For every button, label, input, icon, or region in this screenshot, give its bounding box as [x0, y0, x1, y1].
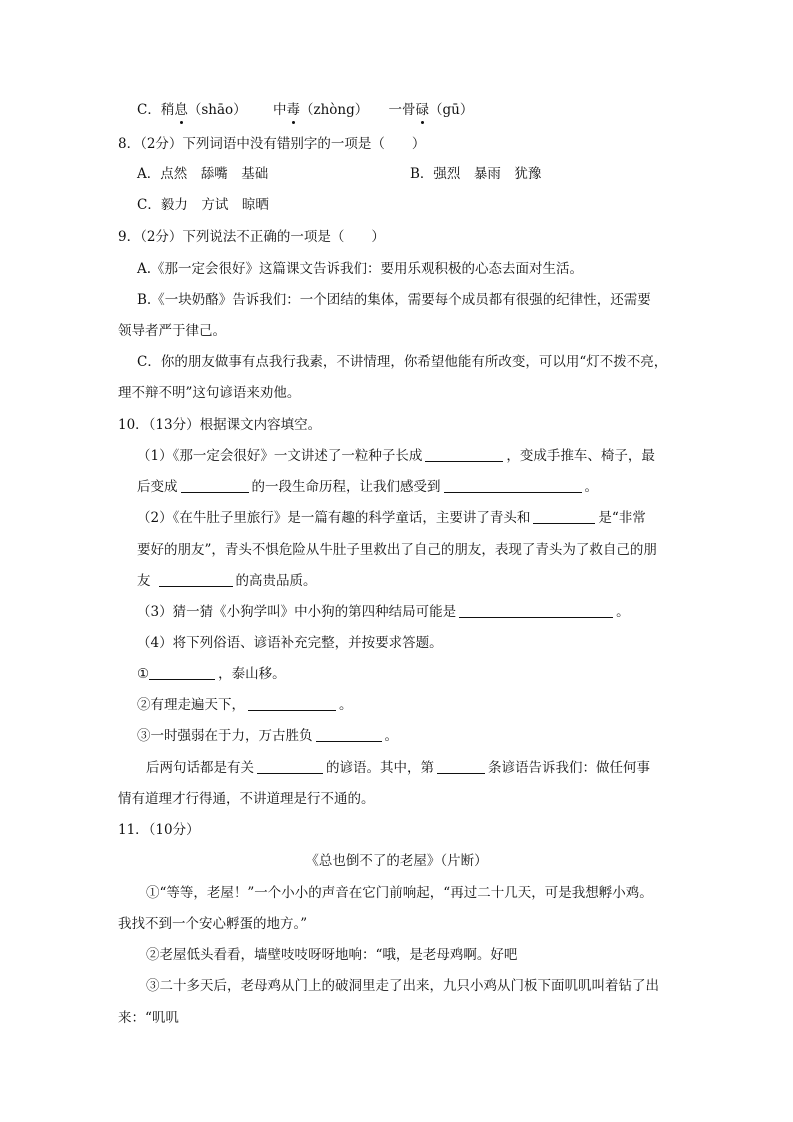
- answer-blank[interactable]: [437, 758, 485, 774]
- passage-para2: ②老屋低头看看，墙壁吱吱呀呀地响：“哦，是老母鸡啊。好吧: [146, 947, 518, 963]
- passage-title: 《总也倒不了的老屋》（片断）: [305, 853, 488, 869]
- q10-saying-3: ③一时强弱在于力，万古胜负 。: [137, 728, 398, 744]
- answer-blank[interactable]: [149, 664, 215, 680]
- q10-part1-line2: 后变成 的一段生命历程，让我们感受到 。: [137, 479, 598, 495]
- q10-summary-line1: 后两句话都是有关 的谚语。其中，第 条谚语告诉我们：做任何事: [146, 760, 650, 776]
- q9-option-a: A.《那一定会很好》这篇课文告诉我们：要用乐观积极的心态去面对生活。: [137, 261, 584, 277]
- option-label: C．: [137, 102, 161, 118]
- q8-option-b: B．强烈 暴雨 犹豫: [410, 166, 542, 182]
- answer-blank[interactable]: [459, 602, 613, 618]
- q10-part2-line1: （2）《在牛肚子里旅行》是一篇有趣的科学童话，主要讲了青头和 是“非常: [137, 510, 646, 526]
- answer-blank[interactable]: [181, 477, 249, 493]
- q8-option-c: C．毅力 方试 晾晒: [137, 197, 269, 213]
- answer-blank[interactable]: [248, 695, 336, 711]
- answer-blank[interactable]: [444, 477, 582, 493]
- q9-option-c-line2: 理不辩不明”这句谚语来劝他。: [118, 385, 301, 401]
- passage-para3-line2: 来：“叽叽: [118, 1010, 179, 1026]
- q10-saying-1: ① ，泰山移。: [137, 666, 286, 682]
- passage-para3-line1: ③二十多天后，老母鸡从门上的破洞里走了出来，九只小鸡从门板下面叽叽叫着钻了出: [146, 978, 659, 994]
- q10-part2-line2: 要好的朋友”，青头不惧危险从牛肚子里救出了自己的朋友，表现了青头为了救自己的朋: [137, 542, 657, 558]
- emphasis-char: 碌: [415, 102, 430, 118]
- q10-part4: （4）将下列俗语、谚语补充完整，并按要求答题。: [137, 635, 443, 651]
- emphasis-char: 毒: [286, 102, 300, 118]
- passage-para1-line1: ①“等等，老屋！”一个小小的声音在它门前响起，“再过二十几天，可是我想孵小鸡。: [146, 885, 653, 901]
- answer-blank[interactable]: [159, 571, 233, 587]
- answer-blank[interactable]: [533, 508, 595, 524]
- q11-stem: 11．（10分）: [118, 822, 200, 838]
- q10-part2-line3: 友 的高贵品质。: [137, 573, 317, 589]
- q9-option-b-line2: 领导者严于律己。: [118, 323, 226, 339]
- q10-summary-line2: 情有道理才行得通，不讲道理是行不通的。: [118, 791, 375, 807]
- emphasis-char: 息: [174, 102, 188, 118]
- q10-part1-line1: （1）《那一定会很好》一文讲述了一粒种子长成 ，变成手推车、椅子，最: [137, 448, 655, 464]
- q9-option-b-line1: B.《一块奶酪》告诉我们：一个团结的集体，需要每个成员都有很强的纪律性，还需要: [137, 292, 651, 308]
- q10-saying-2: ②有理走遍天下， 。: [137, 697, 353, 713]
- answer-blank[interactable]: [425, 446, 503, 462]
- q7-option-c: C．稍息（shāo） 中毒（zhòng） 一骨碌（gū）: [137, 102, 474, 118]
- q9-option-c-line1: C．你的朋友做事有点我行我素，不讲情理，你希望他能有所改变，可以用“灯不拨不亮，: [137, 354, 668, 370]
- q10-part3: （3）猜一猜《小狗学叫》中小狗的第四种结局可能是 。: [137, 604, 630, 620]
- passage-para1-line2: 我找不到一个安心孵蛋的地方。”: [118, 916, 308, 932]
- q9-stem: 9．（2分）下列说法不正确的一项是（ ）: [118, 229, 385, 245]
- q8-option-a: A．点然 舔嘴 基础: [137, 166, 269, 182]
- q10-stem: 10．（13分）根据课文内容填空。: [118, 417, 322, 433]
- answer-blank[interactable]: [257, 758, 323, 774]
- q8-stem: 8．（2分）下列词语中没有错别字的一项是（ ）: [118, 136, 426, 152]
- answer-blank[interactable]: [316, 726, 382, 742]
